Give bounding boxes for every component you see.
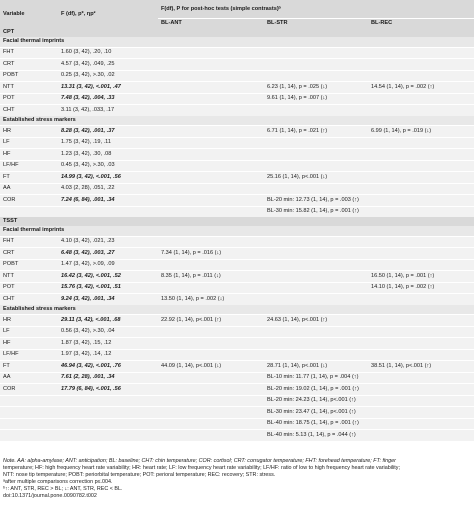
bl-ant-cell	[158, 395, 264, 407]
bl-str-cell	[264, 326, 368, 338]
table-row	[0, 59, 474, 71]
bl-ant-cell	[158, 338, 264, 350]
bl-rec-cell	[368, 93, 474, 105]
f-cell: 46.94 (3, 42), <.001, .76	[58, 361, 158, 373]
bl-rec-cell	[368, 137, 474, 149]
variable-cell: HF	[0, 149, 58, 161]
bl-str-cell	[264, 160, 368, 172]
variable-cell	[0, 430, 58, 441]
bl-rec-cell	[368, 315, 474, 327]
bl-rec-cell	[368, 236, 474, 248]
table-row	[0, 183, 474, 195]
f-header: F (df), p*, ηp²	[58, 0, 158, 28]
f-cell: 8.28 (3, 42), .001, .37	[58, 126, 158, 138]
variable-cell: FT	[0, 361, 58, 373]
bl-ant-cell: 13.50 (1, 14), p = .002 (↓)	[158, 294, 264, 305]
note-line: ᵃafter multiple comparisons correction p≤.004.	[3, 479, 113, 486]
bl-rec-cell	[368, 418, 474, 430]
bl-ant-cell	[158, 384, 264, 396]
bl-rec-cell	[368, 259, 474, 271]
bl-rec-cell: 14.10 (1, 14), p = .002 (↑)	[368, 282, 474, 294]
variable-cell	[0, 395, 58, 407]
posthoc-header: F(df), P for post-hoc tests (simple contrasts)ᵇ	[158, 0, 474, 19]
bl-str-cell: BL-20 min: 19.02 (1, 14), p = .001 (↑)	[264, 384, 368, 396]
f-cell: 7.24 (6, 84), .001, .34	[58, 195, 158, 207]
variable-cell: FHT	[0, 236, 58, 248]
table-row	[0, 47, 474, 59]
table-row	[0, 236, 474, 248]
bl-rec-cell	[368, 395, 474, 407]
table-row	[0, 315, 474, 327]
variable-cell: POT	[0, 282, 58, 294]
f-cell	[58, 430, 158, 441]
bl-rec-cell	[368, 206, 474, 217]
bl-ant-cell	[158, 172, 264, 184]
bl-ant-cell	[158, 183, 264, 195]
table-row	[0, 70, 474, 82]
bl-rec-cell	[368, 407, 474, 419]
variable-cell: LF/HF	[0, 160, 58, 172]
bl-str-cell	[264, 59, 368, 71]
f-cell: 17.79 (6, 84), <.001, .56	[58, 384, 158, 396]
f-cell: 1.23 (3, 42), .30, .08	[58, 149, 158, 161]
subsection-stress-label: Established stress markers	[0, 116, 474, 126]
variable-cell: POT	[0, 93, 58, 105]
bl-rec-cell: 6.99 (1, 14), p = .019 (↓)	[368, 126, 474, 138]
bl-ant-cell	[158, 47, 264, 59]
f-cell	[58, 206, 158, 217]
variable-cell: AA	[0, 183, 58, 195]
bl-ant-cell	[158, 105, 264, 116]
bl-ant-cell	[158, 259, 264, 271]
bl-str-cell: BL-40 min: 5.13 (1, 14), p = .044 (↑)	[264, 430, 368, 441]
f-cell: 4.03 (2, 28), .051, .22	[58, 183, 158, 195]
bl-ant-cell: 8.35 (1, 14), p = .011 (↓)	[158, 271, 264, 283]
f-cell: 7.48 (3, 42), .004, .33	[58, 93, 158, 105]
section-tsst	[0, 217, 474, 226]
f-cell: 0.56 (3, 42), >.30, .04	[58, 326, 158, 338]
f-cell: 13.31 (3, 42), <.001, .47	[58, 82, 158, 94]
bl-str-cell: BL-20 min: 12.73 (1, 14), p = .003 (↑)	[264, 195, 368, 207]
bl-rec-cell: 16.50 (1, 14), p = .001 (↑)	[368, 271, 474, 283]
bl-str-cell: BL-10 min: 11.77 (1, 14), p = .004 (↑)	[264, 372, 368, 384]
table-body	[0, 28, 474, 441]
variable-cell: POBT	[0, 70, 58, 82]
bl-ant-cell: 7.34 (1, 14), p = .016 (↓)	[158, 248, 264, 260]
bl-ant-cell	[158, 149, 264, 161]
bl-rec-header: BL-REC	[368, 19, 474, 29]
variable-cell	[0, 418, 58, 430]
bl-ant-cell	[158, 372, 264, 384]
subsection-facial-label: Facial thermal imprints	[0, 37, 474, 47]
bl-rec-cell	[368, 372, 474, 384]
f-cell: 7.61 (2, 28), .001, .34	[58, 372, 158, 384]
table-row	[0, 195, 474, 207]
bl-str-cell	[264, 236, 368, 248]
subsection-stress-label: Established stress markers	[0, 305, 474, 315]
f-cell: 1.87 (3, 42), .15, .12	[58, 338, 158, 350]
table-row	[0, 206, 474, 217]
bl-ant-cell	[158, 137, 264, 149]
note-line: Note. AA: alpha-amylase; ANT: anticipation; BL: baseline; CHT: chin temperature; COR: cortisol; CRT: corrugator temperature; FHT: forehead temperature; FT: finger	[3, 458, 396, 464]
subsection-facial	[0, 37, 474, 47]
table-row	[0, 407, 474, 419]
bl-rec-cell	[368, 172, 474, 184]
bl-ant-header: BL-ANT	[158, 19, 264, 29]
bl-ant-cell	[158, 282, 264, 294]
table-row	[0, 137, 474, 149]
table-row	[0, 82, 474, 94]
f-cell: 1.60 (3, 42), .20, .10	[58, 47, 158, 59]
bl-ant-cell	[158, 59, 264, 71]
table-row	[0, 349, 474, 361]
section-cpt-label: CPT	[0, 28, 474, 37]
bl-str-cell: 9.61 (1, 14), p = .007 (↓)	[264, 93, 368, 105]
bl-str-cell	[264, 349, 368, 361]
bl-ant-cell	[158, 349, 264, 361]
variable-cell: NTT	[0, 82, 58, 94]
bl-ant-cell	[158, 195, 264, 207]
bl-str-cell	[264, 294, 368, 305]
bl-str-cell: 24.63 (1, 14), p<.001 (↑)	[264, 315, 368, 327]
variable-cell: LF	[0, 326, 58, 338]
subsection-stress	[0, 305, 474, 315]
bl-str-cell	[264, 47, 368, 59]
bl-str-cell: BL-30 min: 15.82 (1, 14), p = .001 (↑)	[264, 206, 368, 217]
bl-str-cell: 6.23 (1, 14), p = .025 (↓)	[264, 82, 368, 94]
bl-rec-cell	[368, 47, 474, 59]
bl-str-cell	[264, 70, 368, 82]
bl-ant-cell	[158, 407, 264, 419]
f-cell: 0.25 (3, 42), >.30, .02	[58, 70, 158, 82]
bl-rec-cell	[368, 338, 474, 350]
section-tsst-label: TSST	[0, 217, 474, 226]
bl-str-cell	[264, 271, 368, 283]
table-row	[0, 395, 474, 407]
f-cell	[58, 418, 158, 430]
table-row	[0, 248, 474, 260]
bl-rec-cell	[368, 248, 474, 260]
bl-ant-cell	[158, 236, 264, 248]
variable-cell: LF	[0, 137, 58, 149]
bl-ant-cell	[158, 430, 264, 441]
variable-cell: COR	[0, 384, 58, 396]
bl-rec-cell	[368, 349, 474, 361]
f-cell: 16.42 (3, 42), <.001, .52	[58, 271, 158, 283]
table-row	[0, 259, 474, 271]
f-cell: 3.11 (3, 42), .033, .17	[58, 105, 158, 116]
subsection-facial	[0, 226, 474, 236]
bl-ant-cell: 44.09 (1, 14), p<.001 (↓)	[158, 361, 264, 373]
variable-cell: HR	[0, 315, 58, 327]
bl-str-cell: BL-30 min: 23.47 (1, 14), p<.001 (↑)	[264, 407, 368, 419]
bl-ant-cell	[158, 418, 264, 430]
variable-cell: HF	[0, 338, 58, 350]
bl-str-cell: 25.16 (1, 14), p<.001 (↓)	[264, 172, 368, 184]
bl-rec-cell	[368, 105, 474, 116]
bl-str-cell	[264, 248, 368, 260]
table-row	[0, 326, 474, 338]
bl-ant-cell	[158, 126, 264, 138]
variable-cell	[0, 206, 58, 217]
bl-str-cell: 6.71 (1, 14), p = .021 (↑)	[264, 126, 368, 138]
f-cell: 9.24 (3, 42), .001, .34	[58, 294, 158, 305]
variable-header: Variable	[0, 0, 58, 28]
bl-rec-cell	[368, 183, 474, 195]
f-cell	[58, 407, 158, 419]
bl-rec-cell: 38.51 (1, 14), p<.001 (↑)	[368, 361, 474, 373]
bl-str-cell	[264, 183, 368, 195]
f-cell: 4.57 (3, 42), .049, .25	[58, 59, 158, 71]
variable-cell: CHT	[0, 105, 58, 116]
f-cell: 4.10 (3, 42), .021, .23	[58, 236, 158, 248]
variable-cell	[0, 407, 58, 419]
bl-str-cell	[264, 282, 368, 294]
variable-cell: NTT	[0, 271, 58, 283]
table-row	[0, 105, 474, 116]
note-line: ᵇ↑: ANT, STR, REC > BL; ↓: ANT, STR, REC < BL.	[3, 486, 123, 493]
table-row	[0, 126, 474, 138]
bl-ant-cell	[158, 326, 264, 338]
f-cell: 15.76 (3, 42), <.001, .51	[58, 282, 158, 294]
bl-str-cell: 28.71 (1, 14), p<.001 (↓)	[264, 361, 368, 373]
bl-ant-cell	[158, 160, 264, 172]
f-cell: 6.48 (3, 42), .003, .27	[58, 248, 158, 260]
bl-rec-cell	[368, 59, 474, 71]
f-cell: 14.99 (3, 42), <.001, .56	[58, 172, 158, 184]
variable-cell: HR	[0, 126, 58, 138]
table-row	[0, 372, 474, 384]
note-line: NTT: nose tip temperature; POBT: periorbital temperature; POT: perioral temperature; REC: recovery; STR: stress.	[3, 472, 276, 479]
doi-line: doi:10.1371/journal.pone.0090782.t002	[3, 493, 97, 500]
bl-ant-cell	[158, 206, 264, 217]
f-cell: 0.45 (3, 42), >.30, .03	[58, 160, 158, 172]
table-row	[0, 93, 474, 105]
bl-rec-cell	[368, 384, 474, 396]
bl-ant-cell: 22.92 (1, 14), p<.001 (↑)	[158, 315, 264, 327]
bl-str-cell	[264, 105, 368, 116]
subsection-facial-label: Facial thermal imprints	[0, 226, 474, 236]
bl-rec-cell	[368, 149, 474, 161]
bl-rec-cell	[368, 326, 474, 338]
variable-cell: AA	[0, 372, 58, 384]
bl-rec-cell	[368, 294, 474, 305]
bl-rec-cell	[368, 195, 474, 207]
bl-str-header: BL-STR	[264, 19, 368, 29]
bl-rec-cell: 14.54 (1, 14), p = .002 (↑)	[368, 82, 474, 94]
variable-cell: POBT	[0, 259, 58, 271]
f-cell: 1.47 (3, 42), >.09, .09	[58, 259, 158, 271]
table-row	[0, 149, 474, 161]
section-cpt	[0, 28, 474, 37]
f-cell	[58, 395, 158, 407]
variable-cell: CRT	[0, 248, 58, 260]
f-cell: 1.75 (3, 42), .19, .11	[58, 137, 158, 149]
table-row	[0, 282, 474, 294]
variable-cell: FHT	[0, 47, 58, 59]
table-row	[0, 294, 474, 305]
variable-cell: CHT	[0, 294, 58, 305]
bl-rec-cell	[368, 70, 474, 82]
table-row	[0, 418, 474, 430]
bl-rec-cell	[368, 430, 474, 441]
bl-str-cell	[264, 259, 368, 271]
bl-ant-cell	[158, 82, 264, 94]
bl-str-cell	[264, 137, 368, 149]
bl-str-cell: BL-40 min: 18.75 (1, 14), p = .001 (↑)	[264, 418, 368, 430]
table-row	[0, 271, 474, 283]
bl-str-cell: BL-20 min: 24.23 (1, 14), p<.001 (↑)	[264, 395, 368, 407]
bl-rec-cell	[368, 160, 474, 172]
note-line: temperature; HF: high frequency heart rate variability; HR: heart rate; LF: low frequency heart rate variability; LF/HF: ratio of low to high frequency heart rate variability;	[3, 465, 400, 472]
subsection-stress	[0, 116, 474, 126]
bl-str-cell	[264, 338, 368, 350]
table-row	[0, 338, 474, 350]
table-row	[0, 361, 474, 373]
f-cell: 1.97 (3, 42), .14, .12	[58, 349, 158, 361]
variable-cell: LF/HF	[0, 349, 58, 361]
bl-ant-cell	[158, 93, 264, 105]
bl-ant-cell	[158, 70, 264, 82]
variable-cell: FT	[0, 172, 58, 184]
table-row	[0, 430, 474, 441]
table-row	[0, 160, 474, 172]
variable-cell: CRT	[0, 59, 58, 71]
table-notes	[3, 458, 469, 501]
table-row	[0, 172, 474, 184]
bl-str-cell	[264, 149, 368, 161]
table-row	[0, 384, 474, 396]
variable-cell: COR	[0, 195, 58, 207]
f-cell: 29.11 (3, 42), <.001, .68	[58, 315, 158, 327]
